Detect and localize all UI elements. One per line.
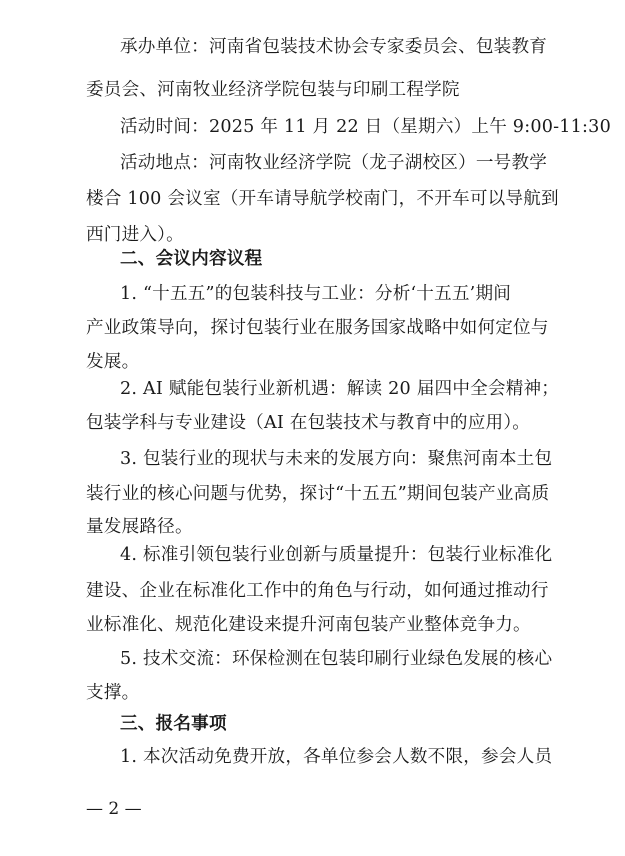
agenda-item-1-line-3: 发展。 <box>86 352 140 372</box>
agenda-item-5-line-1: 5. 技术交流：环保检测在包装印刷行业绿色发展的核心 <box>120 649 553 669</box>
agenda-item-1-line-1: 1. “十五五”的包装科技与工业：分析‘十五五’期间 <box>120 284 512 304</box>
organizer-line-1: 承办单位：河南省包装技术协会专家委员会、包装教育 <box>120 37 548 57</box>
event-location-line-2: 楼合 100 会议室（开车请导航学校南门，不开车可以导航到 <box>86 189 559 209</box>
event-location-line-1: 活动地点：河南牧业经济学院（龙子湖校区）一号教学 <box>120 153 548 173</box>
agenda-item-4-line-3: 业标准化、规范化建设来提升河南包装产业整体竞争力。 <box>86 615 531 635</box>
agenda-item-3-line-3: 量发展路径。 <box>86 517 193 537</box>
agenda-item-3-line-2: 装行业的核心问题与优势，探讨“十五五”期间包装产业高质 <box>86 484 550 504</box>
event-location-line-3: 西门进入）。 <box>86 225 184 245</box>
agenda-item-1-line-2: 产业政策导向，探讨包装行业在服务国家战略中如何定位与 <box>86 318 549 338</box>
agenda-item-2-line-2: 包装学科与专业建设（AI 在包装技术与教育中的应用）。 <box>86 413 531 433</box>
event-time-line: 活动时间：2025 年 11 月 22 日（星期六）上午 9:00-11:30 <box>120 117 611 137</box>
registration-item-1-line-1: 1. 本次活动免费开放，各单位参会人数不限，参会人员 <box>120 747 553 767</box>
agenda-item-5-line-2: 支撑。 <box>86 683 140 703</box>
section-heading-registration: 三、报名事项 <box>120 713 227 734</box>
agenda-item-4-line-1: 4. 标准引领包装行业创新与质量提升：包装行业标准化 <box>120 545 553 565</box>
page-number: — 2 — <box>86 799 142 819</box>
agenda-item-3-line-1: 3. 包装行业的现状与未来的发展方向：聚焦河南本土包 <box>120 449 553 469</box>
section-heading-agenda: 二、会议内容议程 <box>120 248 263 269</box>
organizer-line-2: 委员会、河南牧业经济学院包装与印刷工程学院 <box>86 80 460 100</box>
agenda-item-4-line-2: 建设、企业在标准化工作中的角色与行动，如何通过推动行 <box>86 581 549 601</box>
agenda-item-2-line-1: 2. AI 赋能包装行业新机遇：解读 20 届四中全会精神； <box>120 379 560 399</box>
